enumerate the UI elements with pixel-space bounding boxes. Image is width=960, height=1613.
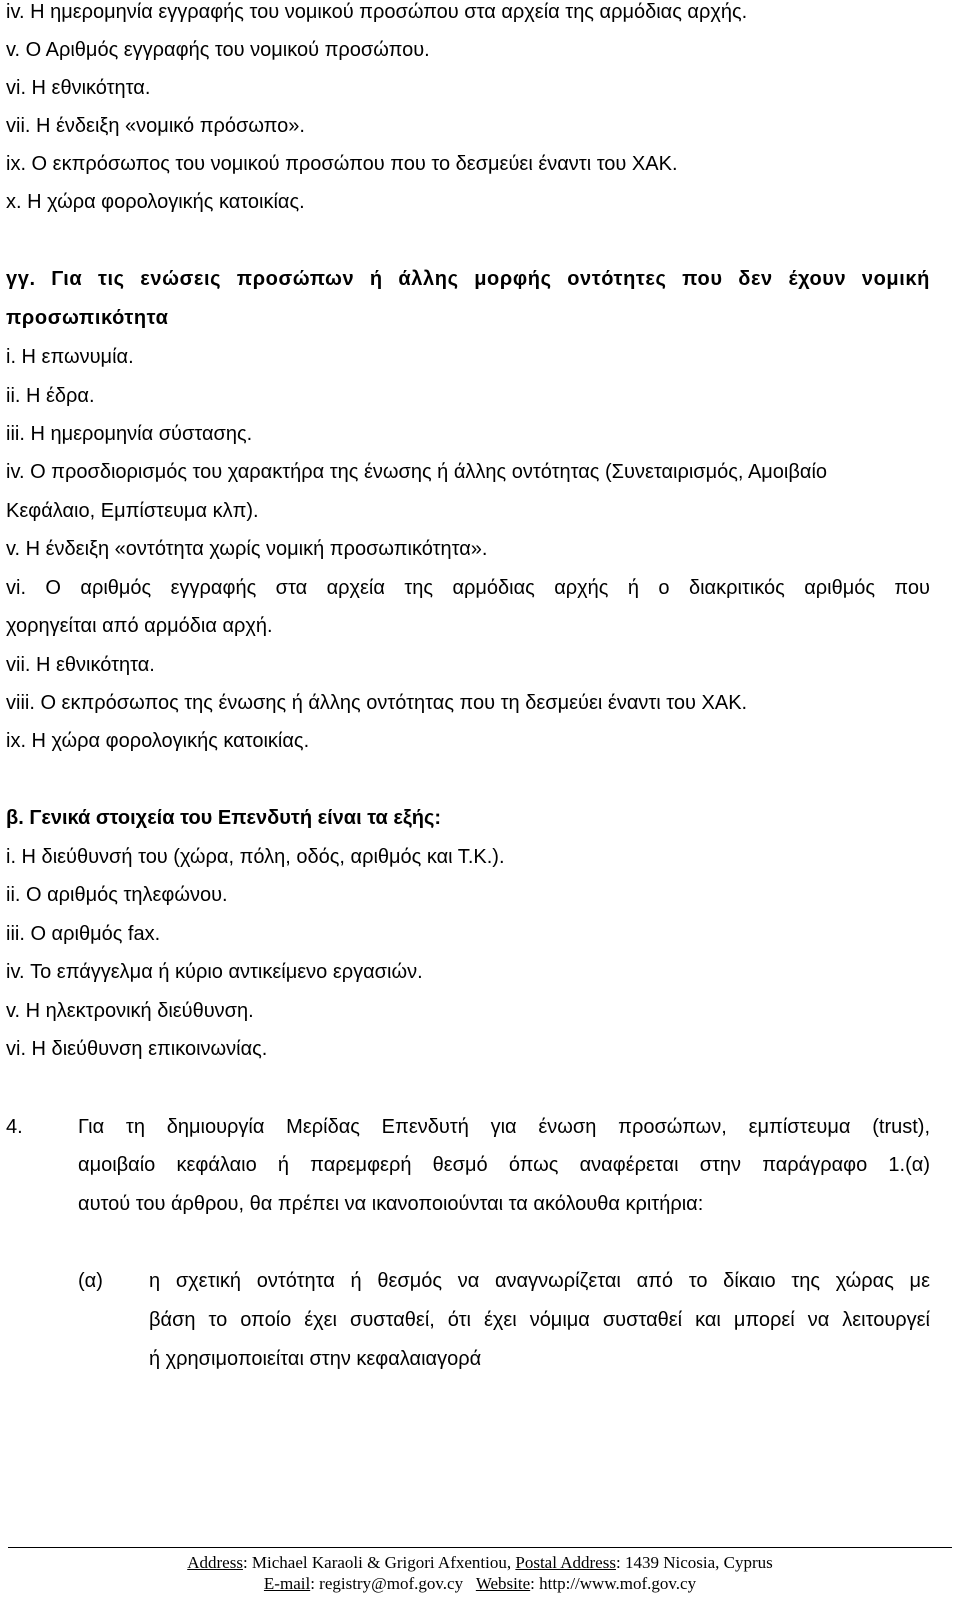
paragraph-line: ή χρησιμοποιείται στην κεφαλαιαγορά: [149, 1348, 482, 1370]
list-item: ii. Η έδρα.: [6, 385, 95, 407]
footer-contact-line: [0, 1574, 960, 1594]
section-heading: γγ. Για τις ενώσεις προσώπων ή άλλης μορφής οντότητες που δεν έχουν νομική: [6, 268, 930, 290]
list-item: iv. Το επάγγελμα ή κύριο αντικείμενο εργασιών.: [6, 961, 423, 983]
postal-address-label: Postal Address: [515, 1553, 616, 1572]
list-item: v. Η ένδειξη «οντότητα χωρίς νομική προσωπικότητα».: [6, 538, 488, 560]
postal-address-value: : 1439 Nicosia, Cyprus: [615, 1553, 773, 1572]
section-heading: β. Γενικά στοιχεία του Επενδυτή είναι τα εξής:: [6, 807, 442, 829]
list-item: ix. Ο εκπρόσωπος του νομικού προσώπου που το δεσμεύει έναντι του ΧΑΚ.: [6, 153, 678, 175]
list-item: x. Η χώρα φορολογικής κατοικίας.: [6, 191, 305, 213]
paragraph-line: βάση το οποίο έχει συσταθεί, ότι έχει νόμιμα συσταθεί και μπορεί να λειτουργεί: [149, 1309, 930, 1331]
list-item: iv. Ο προσδιορισμός του χαρακτήρα της ένωσης ή άλλης οντότητας (Συνεταιρισμός, Αμοιβαίο: [6, 461, 828, 483]
list-item: vi. Ο αριθμός εγγραφής στα αρχεία της αρμόδιας αρχής ή ο διακριτικός αριθμός που: [6, 577, 930, 599]
paragraph-number: 4.: [6, 1116, 23, 1138]
address-value: : Michael Karaoli & Grigori Afxentiou,: [242, 1553, 516, 1572]
list-item: vi. Η διεύθυνση επικοινωνίας.: [6, 1038, 268, 1060]
paragraph-line: αυτού του άρθρου, θα πρέπει να ικανοποιούνται τα ακόλουθα κριτήρια:: [78, 1193, 704, 1215]
list-item: iv. Η ημερομηνία εγγραφής του νομικού προσώπου στα αρχεία της αρμόδιας αρχής.: [6, 1, 748, 23]
footer-address-line: [0, 1553, 960, 1573]
list-item: Κεφάλαιο, Εμπίστευμα κλπ).: [6, 500, 259, 522]
paragraph-line: αμοιβαίο κεφάλαιο ή παρεμφερή θεσμό όπως αναφέρεται στην παράγραφο 1.(α): [78, 1154, 930, 1176]
list-item: χορηγείται από αρμόδια αρχή.: [6, 615, 273, 637]
list-item: iii. Ο αριθμός fax.: [6, 923, 161, 945]
list-item: vii. Η εθνικότητα.: [6, 654, 155, 676]
email-label: E-mail: [263, 1574, 311, 1593]
sub-label: (α): [78, 1270, 103, 1292]
list-item: viii. Ο εκπρόσωπος της ένωσης ή άλλης οντότητας που τη δεσμεύει έναντι του ΧΑΚ.: [6, 692, 748, 714]
list-item: ii. Ο αριθμός τηλεφώνου.: [6, 884, 228, 906]
website-label: Website: [475, 1574, 531, 1593]
list-item: v. Η ηλεκτρονική διεύθυνση.: [6, 1000, 254, 1022]
list-item: ix. Η χώρα φορολογικής κατοικίας.: [6, 730, 310, 752]
paragraph-line: Για τη δημιουργία Μερίδας Επενδυτή για ένωση προσώπων, εμπίστευμα (trust),: [78, 1116, 930, 1138]
list-item: vii. Η ένδειξη «νομικό πρόσωπο».: [6, 115, 305, 137]
email-value[interactable]: : registry@mof.gov.cy: [310, 1574, 464, 1593]
list-item: iii. Η ημερομηνία σύστασης.: [6, 423, 253, 445]
list-item: vi. Η εθνικότητα.: [6, 77, 151, 99]
footer-divider: [8, 1547, 952, 1548]
list-item: i. Η επωνυμία.: [6, 346, 134, 368]
list-item: v. Ο Αριθμός εγγραφής του νομικού προσώπου.: [6, 39, 430, 61]
section-heading: προσωπικότητα: [6, 307, 169, 329]
list-item: i. Η διεύθυνσή του (χώρα, πόλη, οδός, αριθμός και Τ.Κ.).: [6, 846, 505, 868]
address-label: Address: [187, 1553, 243, 1572]
website-value[interactable]: : http://www.mof.gov.cy: [530, 1574, 697, 1593]
paragraph-line: η σχετική οντότητα ή θεσμός να αναγνωρίζεται από το δίκαιο της χώρας με: [149, 1270, 930, 1292]
